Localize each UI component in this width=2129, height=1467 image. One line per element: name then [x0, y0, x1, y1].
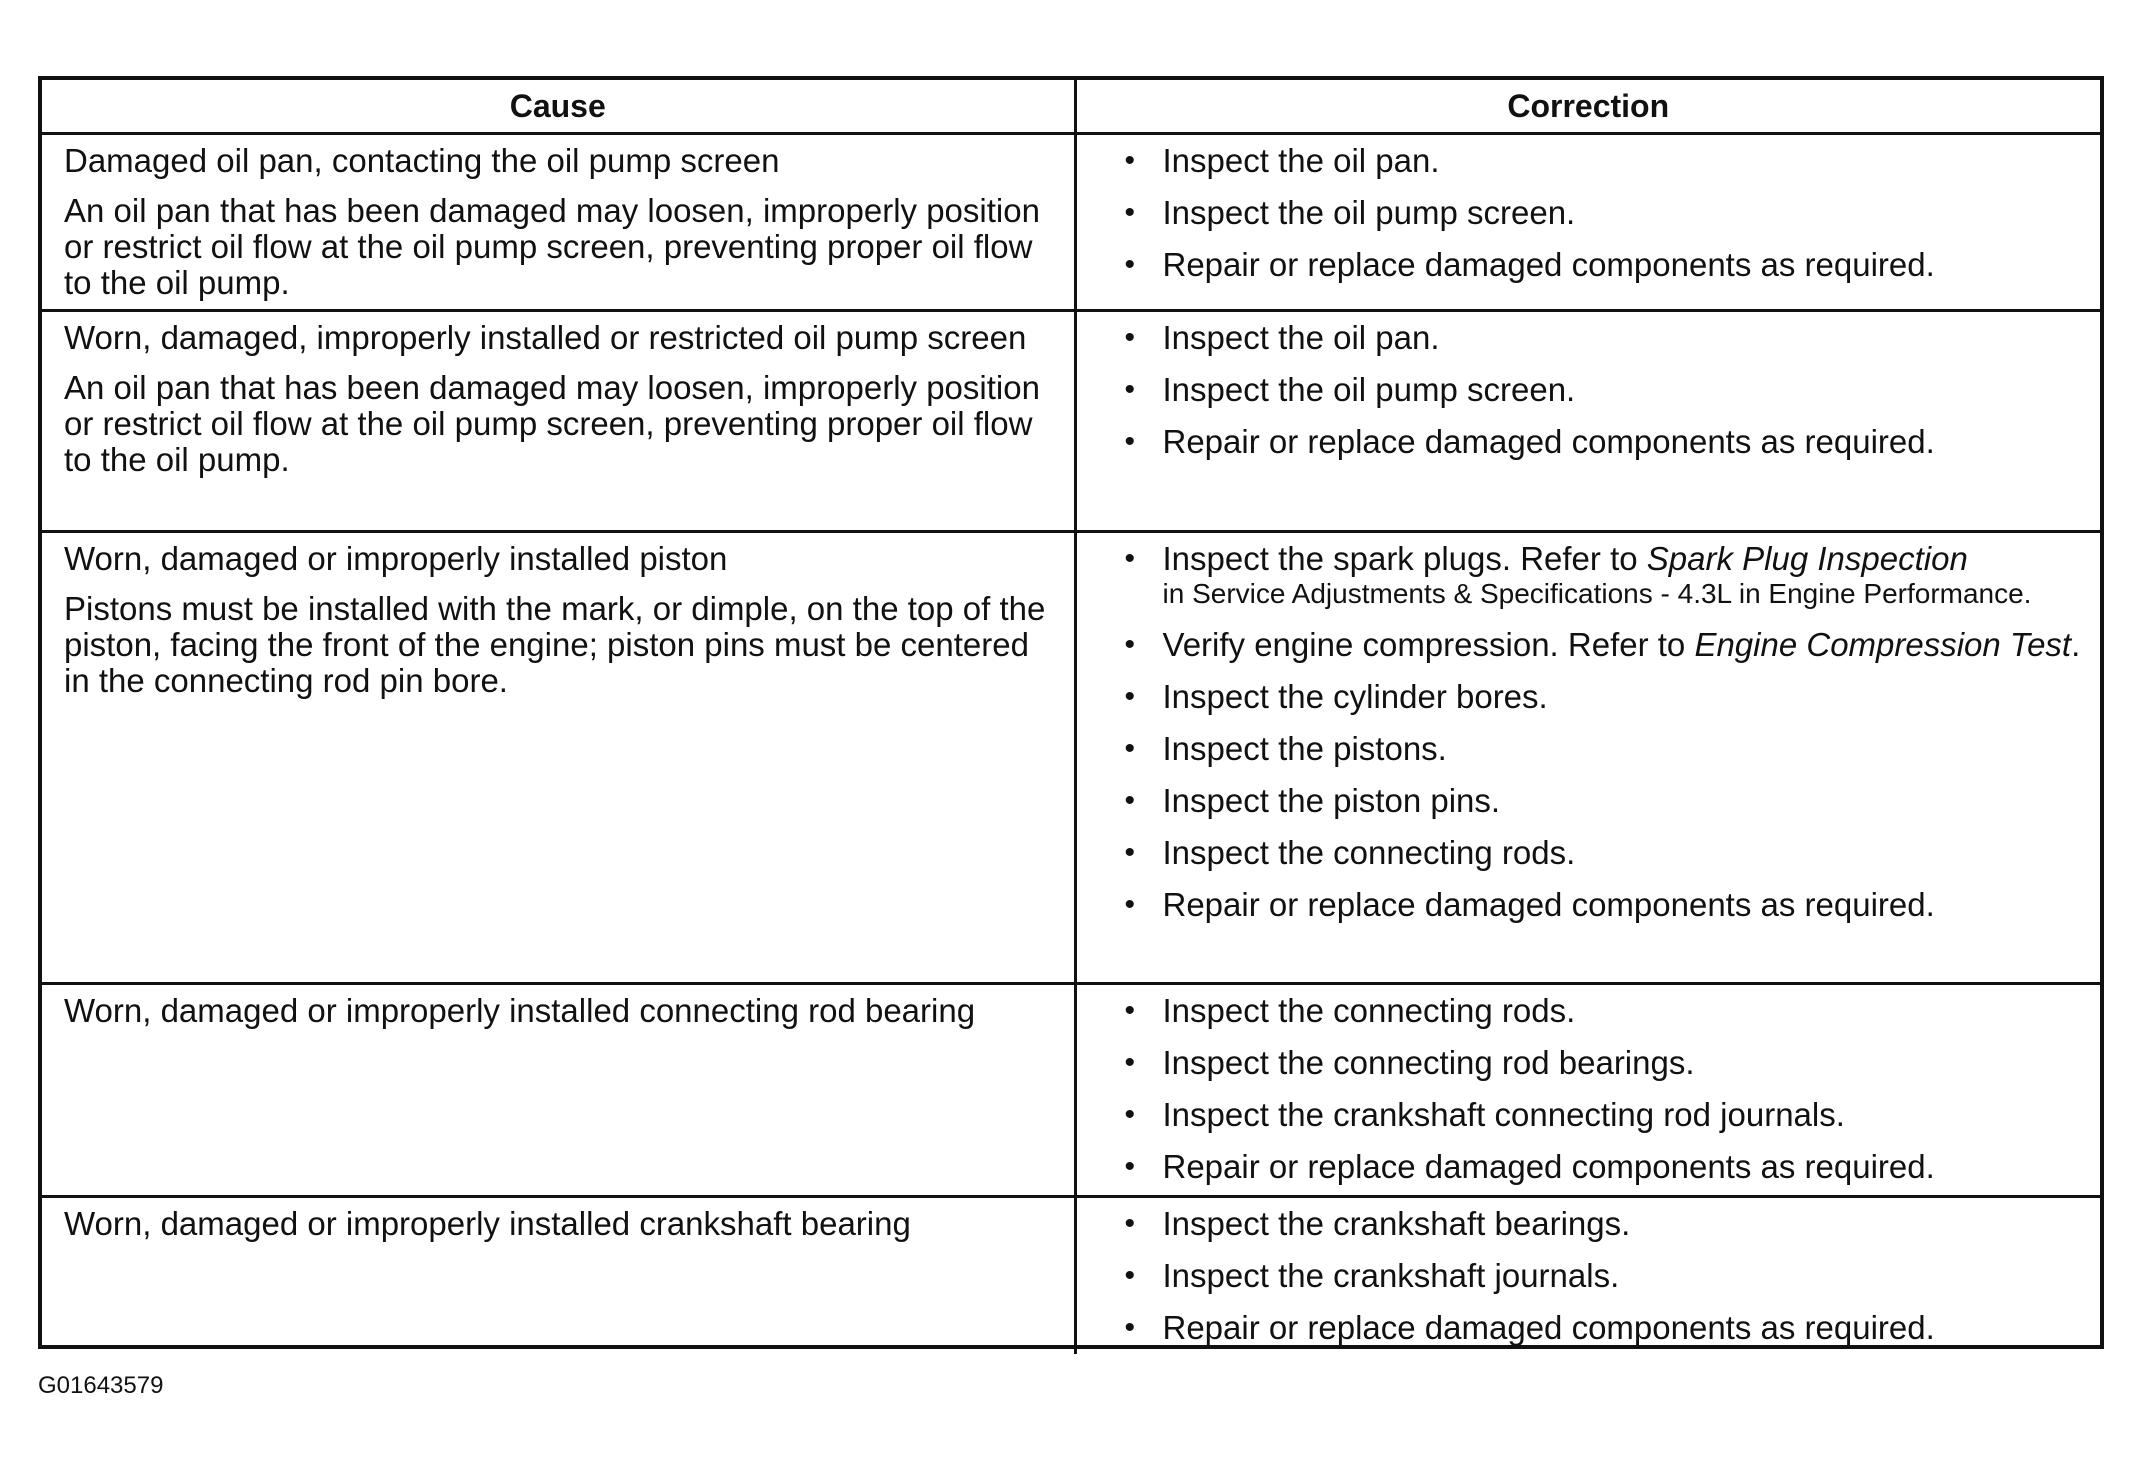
correction-item: [1123, 1206, 2093, 1242]
correction-item: [1123, 887, 2093, 923]
correction-column-header: Correction: [1075, 80, 2100, 134]
cause-title: Worn, damaged or improperly installed piston: [64, 540, 728, 577]
correction-text: Inspect the oil pan.: [1162, 319, 1440, 356]
correction-cell: [1075, 532, 2100, 984]
correction-text: Inspect the spark plugs. Refer to: [1162, 540, 1647, 577]
cause-description: An oil pan that has been damaged may loosen, improperly position or restrict oil flow at the oil pump screen, preventing proper oil flow to the oil pump.: [64, 369, 1040, 478]
bullet-icon: •: [1124, 732, 1136, 765]
table-row: [42, 532, 2100, 984]
diagnostic-table-frame: [38, 76, 2104, 1349]
cause-cell: [42, 311, 1075, 532]
correction-item: [1123, 627, 2093, 663]
engine-compression-test-reference[interactable]: Engine Compression Test: [1694, 626, 2072, 663]
correction-text: Inspect the pistons.: [1162, 730, 1447, 767]
table-row: [42, 134, 2100, 311]
correction-item: [1123, 424, 2093, 460]
correction-item: [1123, 731, 2093, 767]
correction-list: [1123, 1206, 2093, 1346]
bullet-icon: •: [1124, 994, 1136, 1027]
correction-text: Inspect the piston pins.: [1162, 782, 1501, 819]
correction-item: [1123, 247, 2093, 283]
cause-cell: [42, 532, 1075, 984]
bullet-icon: •: [1124, 1150, 1136, 1183]
correction-text: Inspect the connecting rods.: [1162, 834, 1576, 871]
correction-text: Inspect the connecting rod bearings.: [1162, 1044, 1695, 1081]
correction-item: [1123, 783, 2093, 819]
correction-text: Inspect the oil pump screen.: [1162, 194, 1576, 231]
correction-item: [1123, 1258, 2093, 1294]
correction-list: [1123, 320, 2093, 460]
correction-list: [1123, 143, 2093, 283]
correction-text-suffix: .: [2071, 626, 2081, 663]
correction-item: [1123, 1097, 2093, 1133]
correction-text: Repair or replace damaged components as required.: [1162, 886, 1935, 923]
table-row: [42, 1197, 2100, 1355]
table-header-row: [42, 80, 2100, 134]
correction-item: [1123, 1310, 2093, 1346]
figure-id-label: G01643579: [38, 1372, 164, 1399]
correction-text: Repair or replace damaged components as required.: [1162, 1309, 1935, 1346]
diagnostic-table: [42, 80, 2100, 1354]
bullet-icon: •: [1124, 888, 1136, 921]
cause-cell: [42, 1197, 1075, 1355]
correction-text: Inspect the oil pump screen.: [1162, 371, 1576, 408]
correction-text: Inspect the crankshaft connecting rod journals.: [1162, 1096, 1845, 1133]
correction-list: [1123, 993, 2093, 1185]
cause-title: Worn, damaged or improperly installed crankshaft bearing: [64, 1205, 911, 1242]
correction-cell: [1075, 311, 2100, 532]
bullet-icon: •: [1124, 1259, 1136, 1292]
correction-item: [1123, 1045, 2093, 1081]
correction-cell: [1075, 134, 2100, 311]
cause-column-header: Cause: [42, 80, 1075, 134]
cause-cell: [42, 984, 1075, 1197]
correction-cell: [1075, 984, 2100, 1197]
bullet-icon: •: [1124, 196, 1136, 229]
correction-text: Inspect the crankshaft bearings.: [1162, 1205, 1631, 1242]
reference-location-note: in Service Adjustments & Specifications - 4.3L in Engine Performance.: [1162, 578, 2032, 609]
bullet-icon: •: [1124, 836, 1136, 869]
correction-item: [1123, 143, 2093, 179]
correction-item: [1123, 372, 2093, 408]
table-row: [42, 311, 2100, 532]
correction-item: [1123, 320, 2093, 356]
bullet-icon: •: [1124, 628, 1136, 661]
cause-title: Damaged oil pan, contacting the oil pump screen: [64, 142, 780, 179]
bullet-icon: •: [1124, 1046, 1136, 1079]
correction-cell: [1075, 1197, 2100, 1355]
bullet-icon: •: [1124, 425, 1136, 458]
spark-plug-inspection-reference[interactable]: Spark Plug Inspection: [1646, 540, 1968, 577]
bullet-icon: •: [1124, 542, 1136, 575]
correction-text: Repair or replace damaged components as required.: [1162, 423, 1935, 460]
correction-item: [1123, 541, 2093, 611]
correction-text: Inspect the cylinder bores.: [1162, 678, 1548, 715]
bullet-icon: •: [1124, 784, 1136, 817]
cause-title: Worn, damaged or improperly installed connecting rod bearing: [64, 992, 976, 1029]
bullet-icon: •: [1124, 1098, 1136, 1131]
cause-title: Worn, damaged, improperly installed or restricted oil pump screen: [64, 319, 1027, 356]
correction-text: Inspect the crankshaft journals.: [1162, 1257, 1620, 1294]
bullet-icon: •: [1124, 1207, 1136, 1240]
correction-item: [1123, 679, 2093, 715]
bullet-icon: •: [1124, 1311, 1136, 1344]
correction-item: [1123, 835, 2093, 871]
correction-text: Verify engine compression. Refer to: [1162, 626, 1695, 663]
correction-text: Inspect the connecting rods.: [1162, 992, 1576, 1029]
correction-text: Repair or replace damaged components as required.: [1162, 1148, 1935, 1185]
correction-text: Inspect the oil pan.: [1162, 142, 1440, 179]
correction-item: [1123, 1149, 2093, 1185]
correction-list: [1123, 541, 2093, 923]
bullet-icon: •: [1124, 373, 1136, 406]
table-row: [42, 984, 2100, 1197]
cause-cell: [42, 134, 1075, 311]
bullet-icon: •: [1124, 248, 1136, 281]
cause-description: Pistons must be installed with the mark, or dimple, on the top of the piston, facing the front of the engine; piston pins must be centered in the connecting rod pin bore.: [64, 590, 1046, 699]
correction-item: [1123, 195, 2093, 231]
bullet-icon: •: [1124, 680, 1136, 713]
correction-text: Repair or replace damaged components as required.: [1162, 246, 1935, 283]
bullet-icon: •: [1124, 144, 1136, 177]
cause-description: An oil pan that has been damaged may loosen, improperly position or restrict oil flow at the oil pump screen, preventing proper oil flow to the oil pump.: [64, 192, 1040, 301]
correction-item: [1123, 993, 2093, 1029]
bullet-icon: •: [1124, 321, 1136, 354]
